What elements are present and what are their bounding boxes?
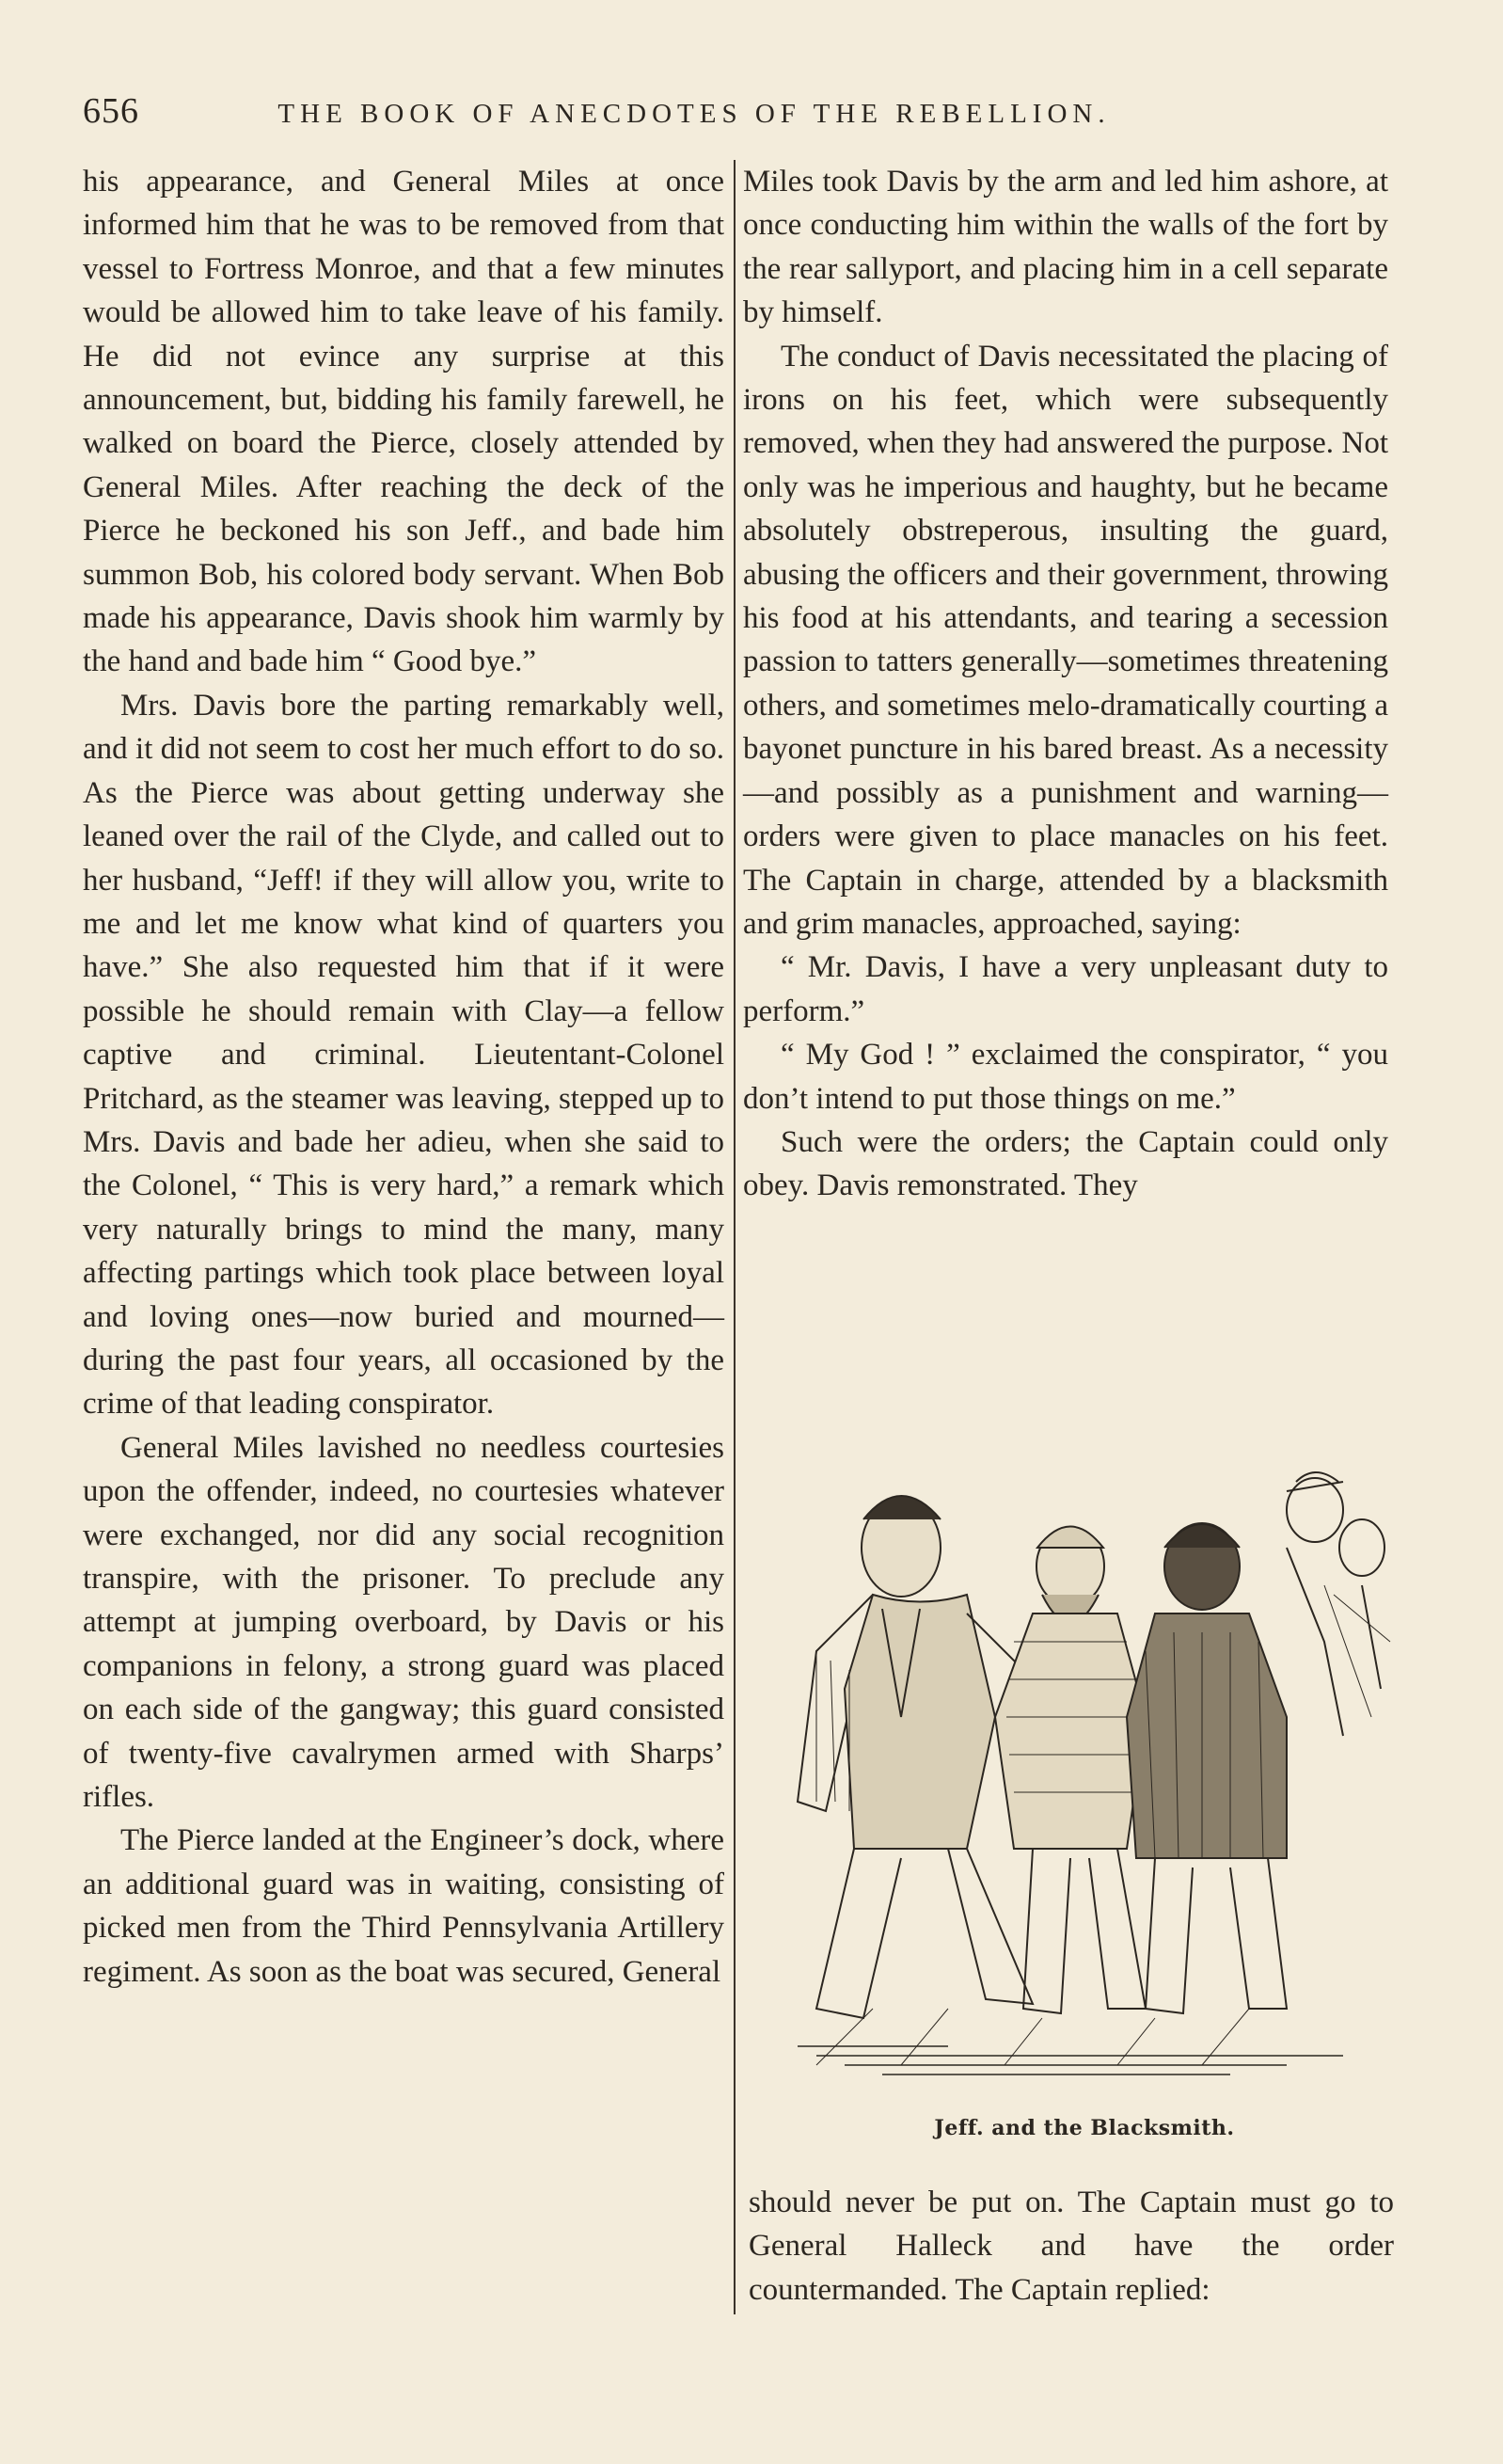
paragraph: “ My God ! ” exclaimed the conspirator, “ you don’t intend to put those things on me.” <box>743 1038 1388 1116</box>
paragraph: Mrs. Davis bore the parting remarkably well, and it did not seem to cost her much effort to do so. As the Pierce was about getting underway she leaned over the rail of the Clyde, and called out to her husband, “Jeff! if they will allow you, write to me and let me know what kind of quarters you have.” She also requested him that if it were possible he should remain with Clay—a fellow captive and criminal. Lieutentant-Colonel Pritchard, as the steamer was leaving, stepped up to Mrs. Davis and bade her adieu, when she said to the Colonel, “ This is very hard,” a remark which very naturally brings to mind the many, many affecting partings which took place between loyal and loving ones—now buried and mourned—during the past four years, all occasioned by the crime of that leading conspirator. <box>83 688 724 1422</box>
paragraph: Such were the orders; the Captain could only obey. Davis remonstrated. They <box>743 1124 1388 1203</box>
running-head <box>83 90 1193 137</box>
column-divider <box>734 160 736 2314</box>
engraving-illustration <box>760 1407 1409 2103</box>
paragraph: should never be put on. The Captain must go to General Halleck and have the order countermanded. The Captain replied: <box>749 2186 1394 2307</box>
left-column <box>83 160 724 1994</box>
paragraph: The conduct of Davis necessitated the placing of irons on his feet, which were subsequently removed, when they had answered the purpose. Not only was he imperious and haughty, but he became absolutely obstreperous, insulting the guard, abusing the officers and their government, throwing his food at his attendants, and tearing a secession passion to tatters generally—sometimes threatening others, and sometimes melo-dramatically courting a bayonet puncture in his bared breast. As a necessity—and possibly as a punishment and warning—orders were given to place manacles on his feet. The Captain in charge, attended by a blacksmith and grim manacles, approached, saying: <box>743 339 1388 941</box>
right-column-bottom <box>749 2181 1394 2312</box>
paragraph: Miles took Davis by the arm and led him ashore, at once conducting him within the walls of the fort by the rear sallyport, and placing him in a cell separate by himself. <box>743 165 1388 330</box>
right-column-top <box>743 160 1388 1208</box>
paragraph: The Pierce landed at the Engineer’s dock, where an additional guard was in waiting, consisting of picked men from the Third Pennsylvania Artillery regiment. As soon as the boat was secured, General <box>83 1823 724 1989</box>
running-title: THE BOOK OF ANECDOTES OF THE REBELLION. <box>277 99 1111 129</box>
paragraph: “ Mr. Davis, I have a very unpleasant duty to perform.” <box>743 950 1388 1028</box>
figure-caption: Jeff. and the Blacksmith. <box>934 2116 1235 2140</box>
engraving-figure <box>760 1407 1409 2150</box>
page-number: 656 <box>83 91 139 131</box>
paragraph: his appearance, and General Miles at once informed him that he was to be removed from that vessel to Fortress Monroe, and that a few minutes would be allowed him to take leave of his family. He did not evince any surprise at this announcement, but, bidding his family farewell, he walked on board the Pierce, closely attended by General Miles. After reaching the deck of the Pierce he beckoned his son Jeff., and bade him summon Bob, his colored body servant. When Bob made his appearance, Davis shook him warmly by the hand and bade him “ Good bye.” <box>83 165 724 679</box>
paragraph: General Miles lavished no needless courtesies upon the offender, indeed, no courtesies whatever were exchanged, nor did any social recognition transpire, with the prisoner. To preclude any attempt at jumping overboard, by Davis or his companions in felony, a strong guard was placed on each side of the gangway; this guard consisted of twenty-five cavalrymen armed with Sharps’ rifles. <box>83 1430 724 1815</box>
